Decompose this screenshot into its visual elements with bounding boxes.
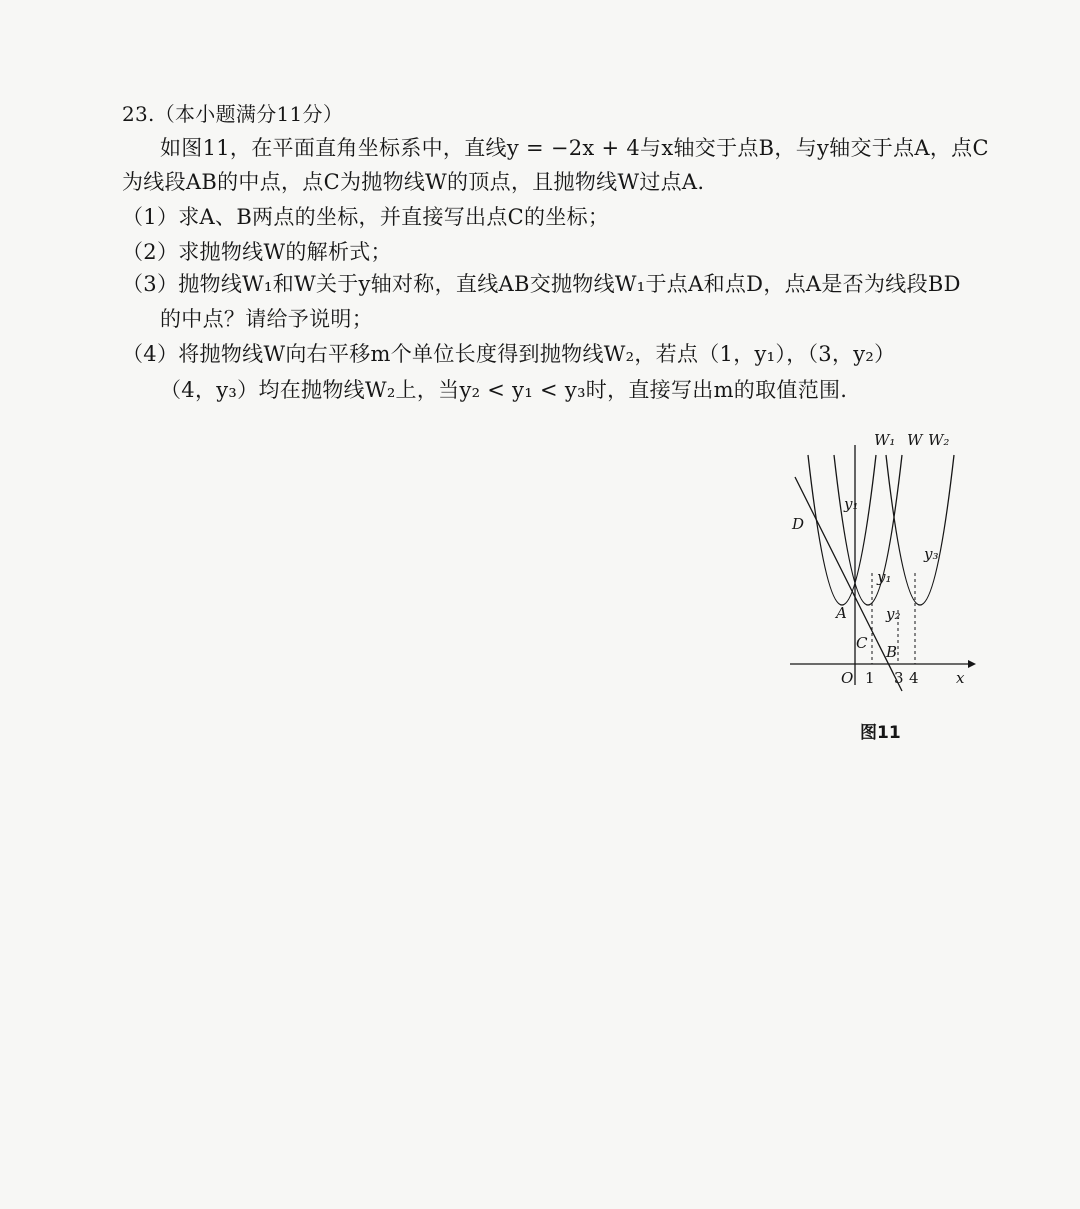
parabola-w2	[886, 455, 954, 605]
label-d: D	[792, 515, 805, 533]
label-b: B	[886, 643, 898, 661]
label-y2: y₂	[886, 605, 901, 623]
problem-header: 23.（本小题满分11分）	[122, 102, 344, 126]
figure-11	[780, 425, 980, 745]
label-a: A	[836, 604, 847, 622]
question-1: （1）求A、B两点的坐标，并直接写出点C的坐标；	[122, 205, 610, 229]
tick-1: 1	[865, 669, 875, 687]
label-w2: W₂	[928, 431, 950, 449]
label-origin: O	[841, 669, 854, 687]
question-3-line2: 的中点？请给予说明；	[160, 307, 373, 331]
label-w: W	[907, 431, 923, 449]
label-w1: W₁	[874, 431, 896, 449]
label-y3: y₃	[924, 545, 939, 563]
problem-intro-line2: 为线段AB的中点，点C为抛物线W的顶点，且抛物线W过点A.	[122, 170, 705, 194]
question-4-line2: （4，y₃）均在抛物线W₂上，当y₂ < y₁ < y₃时，直接写出m的取值范围.	[160, 378, 848, 402]
tick-4: 4	[909, 669, 919, 687]
label-c: C	[856, 634, 868, 652]
question-2: （2）求抛物线W的解析式；	[122, 240, 392, 264]
label-y1-top: y₁	[844, 495, 859, 513]
figure-caption: 图11	[860, 723, 901, 743]
problem-intro-line1: 如图11，在平面直角坐标系中，直线y = −2x + 4与x轴交于点B，与y轴交于点A，点C	[160, 136, 989, 160]
tick-3: 3	[894, 669, 904, 687]
question-4-line1: （4）将抛物线W向右平移m个单位长度得到抛物线W₂，若点（1，y₁），（3，y₂）	[122, 342, 896, 366]
x-axis-arrow	[968, 660, 976, 668]
label-x: x	[956, 669, 965, 687]
label-y1: y₁	[877, 568, 892, 586]
parabola-w1	[808, 455, 876, 605]
parabola-diagram	[780, 425, 980, 725]
question-3-line1: （3）抛物线W₁和W关于y轴对称，直线AB交抛物线W₁于点A和点D，点A是否为线段BD	[122, 272, 961, 296]
parabola-w	[834, 455, 902, 605]
